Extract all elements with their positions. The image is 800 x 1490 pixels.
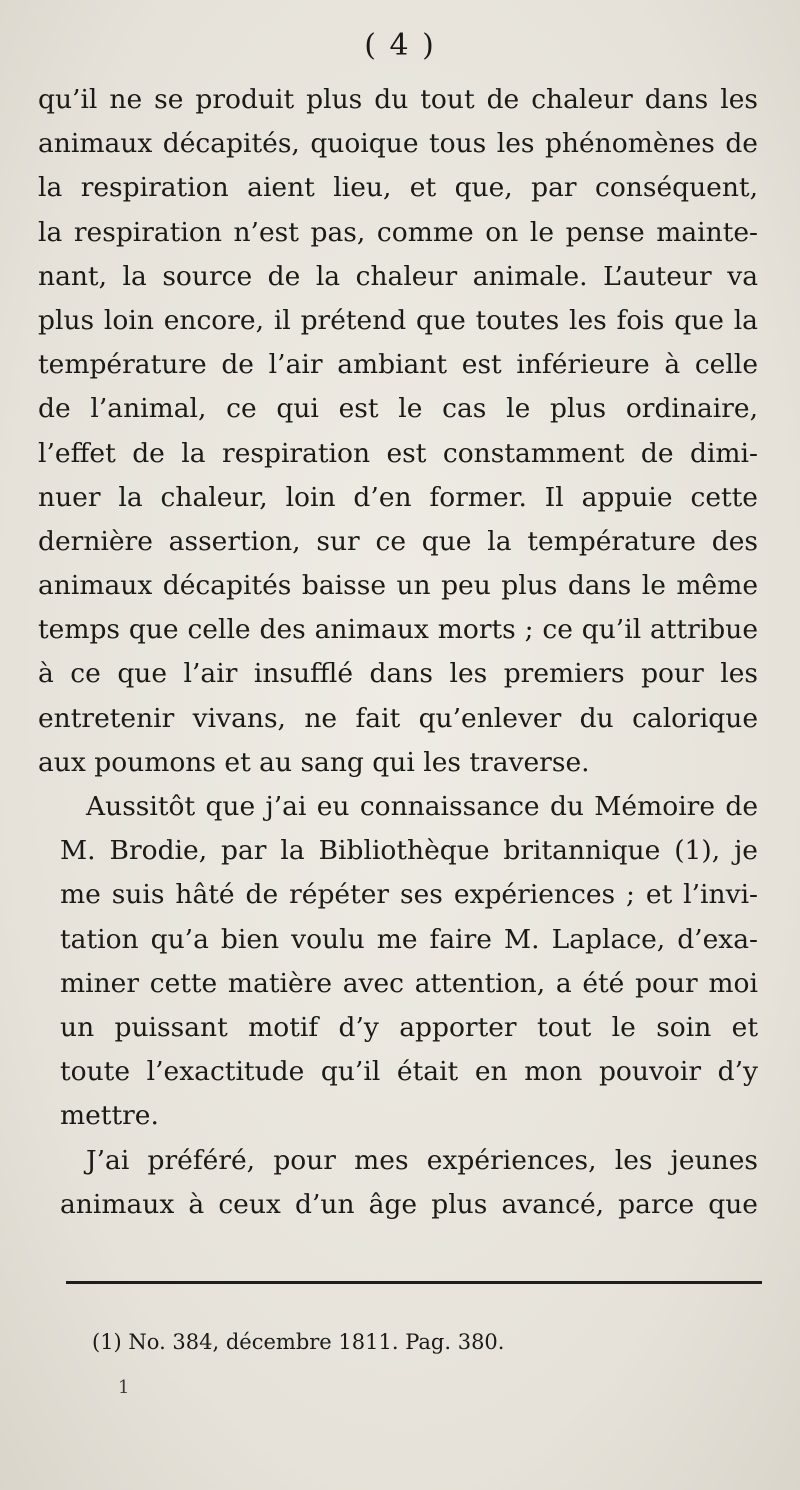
text-line: plus loin encore, il prétend que toutes les fois que la bbox=[38, 304, 758, 336]
body-text bbox=[38, 78, 758, 1227]
text-line: Aussitôt que j’ai eu connaissance du Mémoire de bbox=[86, 791, 758, 822]
text-line: toute l’exactitude qu’il était en mon pouvoir d’y bbox=[60, 1056, 758, 1088]
footnote: (1) No. 384, décembre 1811. Pag. 380. bbox=[92, 1330, 505, 1354]
text-line: J’ai préféré, pour mes expériences, les jeunes bbox=[86, 1144, 758, 1176]
text-line: animaux décapités, quoique tous les phénomènes de bbox=[38, 128, 758, 160]
text-line: un puissant motif d’y apporter tout le soin et bbox=[60, 1011, 758, 1043]
text-line: temps que celle des animaux morts ; ce qu’il attribue bbox=[38, 614, 758, 646]
signature-mark: 1 bbox=[118, 1377, 130, 1398]
text-line: de l’animal, ce qui est le cas le plus ordinaire, bbox=[38, 393, 758, 425]
text-line: qu’il ne se produit plus du tout de chaleur dans les bbox=[38, 84, 758, 115]
text-line: nuer la chaleur, loin d’en former. Il appuie cette bbox=[38, 481, 758, 513]
text-line: à ce que l’air insufflé dans les premiers pour les bbox=[38, 658, 758, 690]
paragraph-1 bbox=[38, 78, 758, 785]
text-line: animaux à ceux d’un âge plus avancé, parce que bbox=[60, 1188, 758, 1220]
text-line: la respiration n’est pas, comme on le pense mainte- bbox=[38, 216, 758, 248]
text-line: animaux décapités baisse un peu plus dans le même bbox=[38, 570, 758, 602]
footnote-rule bbox=[66, 1281, 762, 1284]
text-line: M. Brodie, par la Bibliothèque britannique (1), je bbox=[60, 835, 758, 867]
text-line: mettre. bbox=[60, 1100, 159, 1132]
paragraph-3 bbox=[38, 1139, 758, 1227]
page-number: ( 4 ) bbox=[364, 28, 436, 63]
text-line: entretenir vivans, ne fait qu’enlever du calorique bbox=[38, 702, 758, 734]
text-line: miner cette matière avec attention, a été pour moi bbox=[60, 967, 758, 999]
text-line: dernière assertion, sur ce que la température des bbox=[38, 525, 758, 557]
text-line: nant, la source de la chaleur animale. L’auteur va bbox=[38, 260, 758, 292]
text-line: l’effet de la respiration est constamment de dimi- bbox=[38, 437, 758, 469]
paragraph-2 bbox=[38, 785, 758, 1139]
text-line: me suis hâté de répéter ses expériences ; et l’invi- bbox=[60, 879, 758, 911]
text-line: tation qu’a bien voulu me faire M. Laplace, d’exa- bbox=[60, 923, 758, 955]
text-line: aux poumons et au sang qui les traverse. bbox=[38, 746, 590, 778]
text-line: la respiration aient lieu, et que, par conséquent, bbox=[38, 172, 758, 204]
text-line: température de l’air ambiant est inférieure à celle bbox=[38, 349, 758, 381]
